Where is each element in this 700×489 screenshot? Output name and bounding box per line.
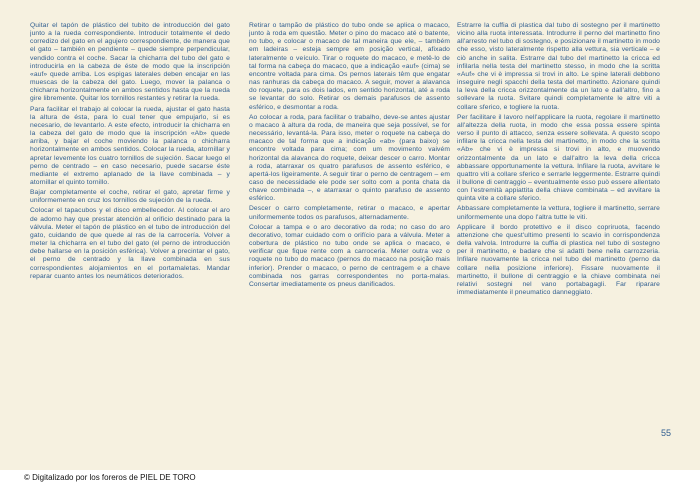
- paragraph: Abbassare completamente la vettura, togliere il martinetto, serrare uniformemente una dopo l'altra tutte le viti.: [457, 205, 660, 221]
- column-portuguese: [249, 22, 450, 452]
- column-spanish: [30, 22, 230, 452]
- paragraph: Bajar completamente el coche, retirar el gato, apretar firme y uniformemente en cruz los tornillos de sujeción de la rueda.: [30, 189, 230, 205]
- paragraph: Applicare il bordo protettivo e il disco copriruota, facendo attenzione che quest'ultimo presenti lo scavio in corrispondenza della valvola. Introdurre la cuffia di plastica nel tubo di sostegno per il martinetto, e badare che si adatti bene nella carrozzeria. Infilare nuovamente la cricca nel tubo del martinetto (perno da collare nella posizione inferiore). Fissare nuovamente il martinetto, il bullone di centraggio e la chiave combinata nei relativi sostegni nel vano portabagagli. Far riparare immediatamente il pneumatico danneggiato.: [457, 223, 660, 296]
- paragraph: Estrarre la cuffia di plastica dal tubo di sostegno per il martinetto vicino alla ruota interessata. Introdurre il perno del martinetto fino all'arresto nel tubo di sostegno, e posizionare il martinetto in modo che esso, visto lateralmente rispetto alla vettura, sia verticale – e ciò anche in salita. Estrarre dal tubo del martinetto la cricca ed infilarla nella testa del martinetto stesso, in modo che la scritta «Auf» che vi è impressa si trovi in alto. Le spine laterali debbono inseguire negli spacchi della testa del martinetto. Azionare quindi la leva della cricca orizzontalmente da un lato e dall'altro, fino a sollevare la ruota. Svitare quindi completamente le altre viti a collare sferico, e togliere la ruota.: [457, 22, 660, 111]
- paragraph: Per facilitare il lavoro nell'applicare la ruota, regolare il martinetto all'altezza della ruota, in modo che essa possa essere spinta verso il punto di attacco, senza essere sollevata. A questo scopo infilare la cricca nella testa del martinetto, in modo che la scritta «Ab» che vi è impressa si trovi in alto, e muovendo orizzontalmente da un lato e dall'altro la leva della cricca abbassare opportunamente la vettura. Infilare la ruota, avvitare le quattro viti a collare sferico e serrarle leggermente. Estrarre quindi il bullone di centraggio – eventualmente esso può essere allentato con l'estremità appiattita della chiave combinata – ed avvitare la quinta vite a collare sferico.: [457, 113, 660, 203]
- paragraph: Descer o carro completamente, retirar o macaco, e apertar uniformemente todos os parafusos, alternadamente.: [249, 205, 450, 221]
- paragraph: Colocar a tampa e o aro decorativo da roda; no caso do aro decorativo, tomar cuidado com o orifício para a válvula. Meter a cobertura de plástico no tubo onde se aplica o macaco, e verificar que fique rente com a carroceria. Meter outra vez o roquete no tubo do macaco (pernos do macaco na posição mais inferior). Prender o macaco, o perno de centragem e a chave combinada nos garras correspondentes no porta-malas. Consertar imediatamente os pneus danificados.: [249, 223, 450, 288]
- footer-credit: © Digitalizado por los foreros de PIEL DE TORO: [24, 473, 196, 482]
- page-number: 55: [661, 428, 672, 438]
- paragraph: Ao colocar a roda, para facilitar o trabalho, deve-se antes ajustar o macaco à altura da roda, de maneira que seja possível, se for necessário, levantá-la. Para isso, meter o roquete na cabeça do macaco de tal forma que a indicação «ab» (para baixo) se encontre voltada para cima; com um movimento vaivém horizontal da alavanca do roquete, deixar descer o carro. Montar a roda, atarraxar os quatro parafusos de assento esférico, e apertá-los ligeiramente. A seguir tirar o perno de centragem – em caso de necessidade ele pode ser solto com a ponta chata da chave combinada –, e atarraxar o quinto parafuso de assento esférico.: [249, 113, 450, 203]
- paragraph: Colocar el tapacubos y el disco embellecedor. Al colocar el aro de adorno hay que prestar atención al orificio destinado para la válvula. Meter el tapón de plástico en el tubo de introducción del gato, cuidando de que quede al ras de la carrocería. Volver a meter la chicharra en el tubo del gato (el perno de introducción debe hallarse en la posición esférica). Volver a precintar el gato, el perno de centrado y la llave combinada en sus correspondientes alojamientos en el portamaletas. Mandar reparar cuanto antes los neumáticos deteriorados.: [30, 207, 230, 280]
- column-italian: [457, 22, 660, 452]
- paragraph: Para facilitar el trabajo al colocar la rueda, ajustar el gato hasta la altura de ésta, para lo cual tener que empujarlo, si es necesario, de levantarlo. A este efecto, introducir la chicharra en la cabeza del gato de modo que la inscripción «Ab» quede arriba, y bajar el coche moviendo la palanca o chicharra horizontalmente en ambos sentidos. Colocar la rueda, atornillar y apretar levemente los cuatro tornillos de sujeción. Sacar luego el perno de centrado – en caso necesario, puede sacarse éste mediante el extremo aplanado de la llave combinada – y atornillar el quinto tornillo.: [30, 105, 230, 186]
- paragraph: Quitar el tapón de plástico del tubito de introducción del gato junto a la rueda correspondiente. Introducir totalmente el dedo corredizo del gato en el agujero correspondiente, de manera que el gato – también en pendiente – quede siempre perpendicular, vendido contra el coche. Sacar la chicharra del tubo del gato e introducirla en la cabeza de éste de modo que la inscripción «auf» quede arriba. Los espigas laterales deben encajar en las muescas de la cabeza del gato. Luego, mover la palanca o chicharra horizontalmente en ambos sentidos hasta que la rueda gire libremente. Quitar los tornillos restantes y retirar la rueda.: [30, 22, 230, 103]
- paragraph: Retirar o tampão de plástico do tubo onde se aplica o macaco, junto à roda em questão. Meter o pino do macaco até o batente, no tubo, e colocar o macaco de tal maneira que ele, – também em ladeiras – esteja sempre em posição vertical, afixado lateralmente o veículo. Tirar o roquete do macaco, e metê-lo de tal forma na cabeça do macaco, que a indicação «auf» (cima) se encontre voltada para cima. Os pernos laterais têm que engatar nas ranhuras da cabeça do macaco. A seguir, mover a alavanca do roquete, para os dois lados, em sentido horizontal, até a roda se levantar do solo. Retirar os demais parafusos de assento esférico, e desmontar a roda.: [249, 22, 450, 111]
